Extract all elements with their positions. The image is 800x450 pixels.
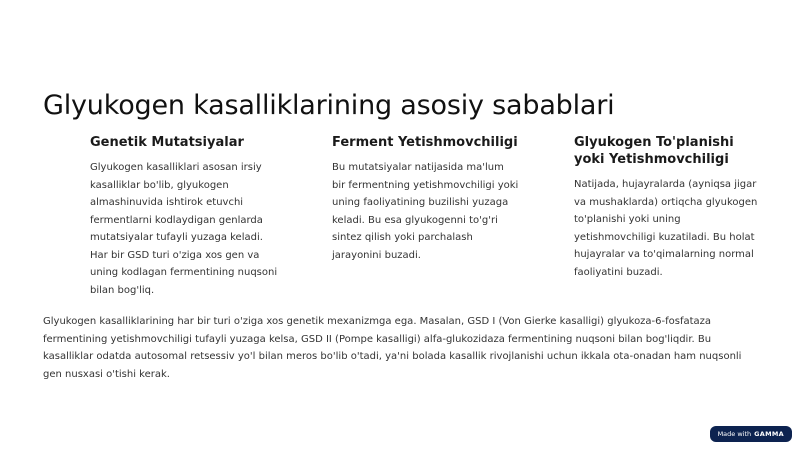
badge-prefix: Made with xyxy=(717,430,752,438)
column-heading: Genetik Mutatsiyalar xyxy=(90,135,244,150)
summary-paragraph: Glyukogen kasalliklarining har bir turi o'ziga xos genetik mexanizmga ega. Masalan, GSD I (Von Gierke kasalligi) glyukoza-6-fosfataza fermentining yetishmovchiligi tufayli yuzaga kelsa, GSD II (Pompe kasalligi) alfa-glukozidaza fermentining nuqsoni bilan bog'liqdir. Bu kasalliklar odatda autosomal retsessiv yo'l bilan meros bo'lib o'tadi, ya'ni bolada kasallik rivojlanishi uchun ikkala ota-onadan ham nuqsonli gen nusxasi o'tishi kerak. xyxy=(43,316,742,380)
badge-brand: GAMMA xyxy=(754,430,784,438)
column-body: Glyukogen kasalliklari asosan irsiy kasalliklar bo'lib, glyukogen almashinuvida ishtirok etuvchi fermentlarni kodlaydigan genlarda mutatsiyalar tufayli yuzaga keladi. Har bir GSD turi o'ziga xos gen va uning kodlagan fermentining nuqsoni bilan bog'liq. xyxy=(90,162,278,296)
made-with-gamma-badge[interactable] xyxy=(710,426,792,442)
column-glycogen-accumulation xyxy=(574,134,764,281)
column-heading: Ferment Yetishmovchiligi xyxy=(332,135,518,150)
column-genetic-mutations xyxy=(90,134,278,299)
column-body: Bu mutatsiyalar natijasida ma'lum bir fermentning yetishmovchiligi yoki uning faoliyatining buzilishi yuzaga keladi. Bu esa glyukogenni to'g'ri sintez qilish yoki parchalash jarayonini buzadi. xyxy=(332,162,519,261)
slide-title: Glyukogen kasalliklarining asosiy sabablari xyxy=(43,90,615,122)
column-body: Natijada, hujayralarda (ayniqsa jigar va mushaklarda) ortiqcha glyukogen to'planishi yoki uning yetishmovchiligi kuzatiladi. Bu holat hujayralar va to'qimalarning normal faoliyatini buzadi. xyxy=(574,179,758,278)
column-enzyme-deficiency xyxy=(332,134,520,264)
column-heading: Glyukogen To'planishi yoki Yetishmovchiligi xyxy=(574,135,734,167)
